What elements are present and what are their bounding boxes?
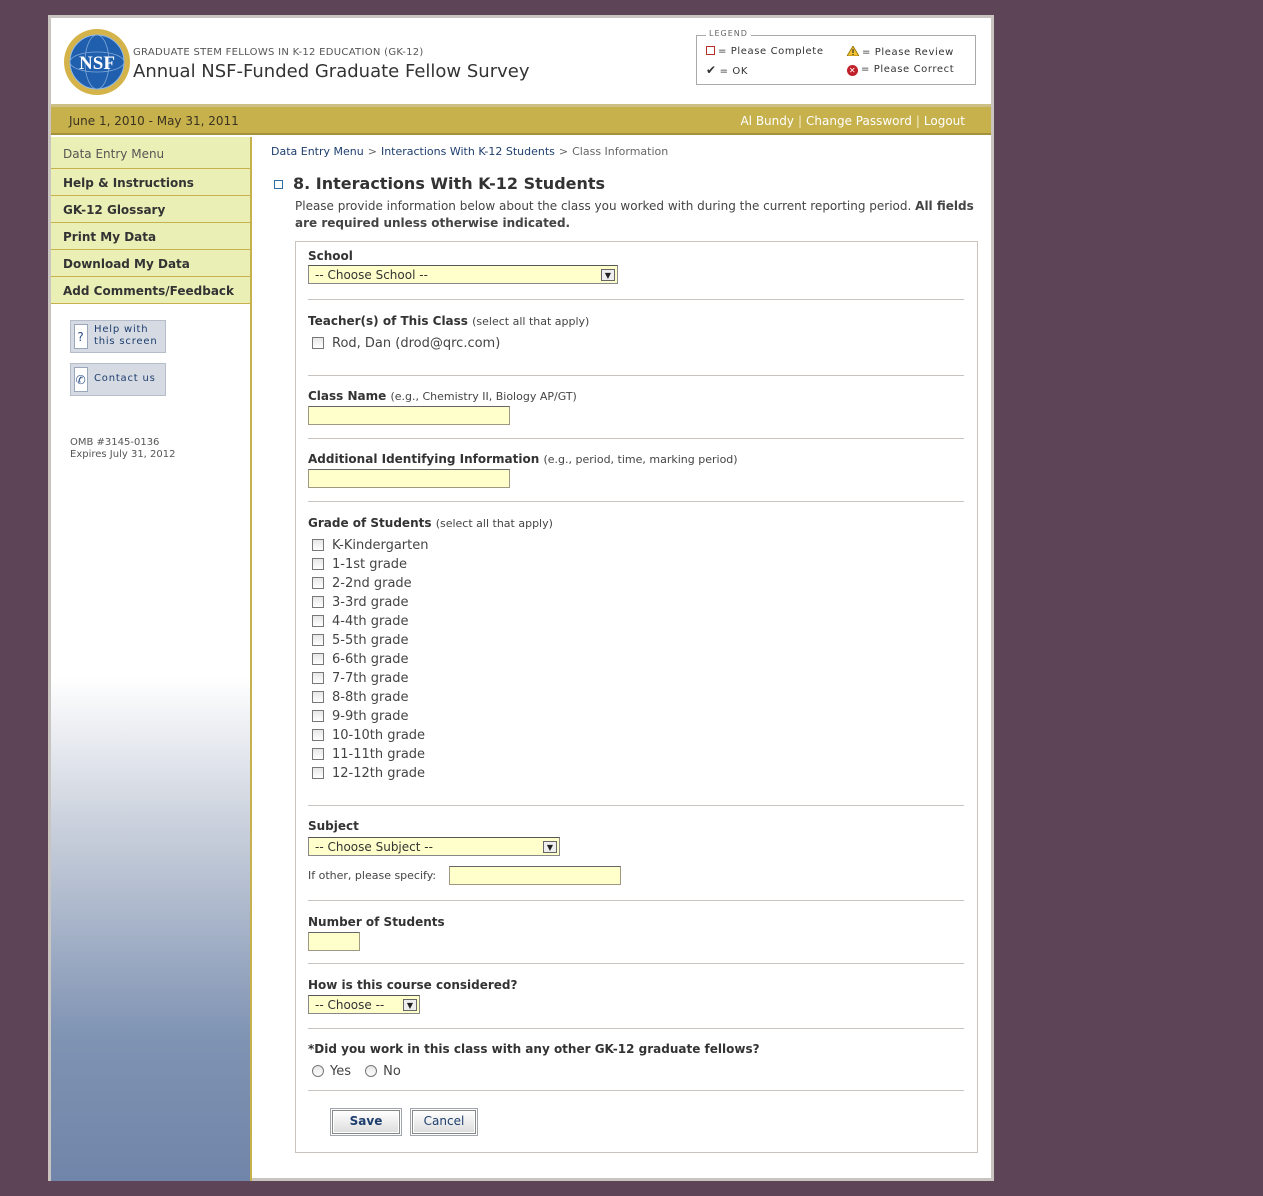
grade-option[interactable]: 3-3rd grade <box>308 594 964 613</box>
grade-option[interactable]: 2-2nd grade <box>308 575 964 594</box>
class-name-label: Class Name (e.g., Chemistry II, Biology AP/GT) <box>308 389 577 403</box>
sidebar-item-download[interactable]: Download My Data <box>51 250 250 277</box>
contact-us-button[interactable]: ✆ Contact us <box>70 363 166 396</box>
grade-option[interactable]: 7-7th grade <box>308 670 964 689</box>
section-status-box-icon <box>274 180 283 189</box>
chevron-down-icon: ▼ <box>601 269 615 281</box>
subject-label: Subject <box>308 819 359 833</box>
error-x-icon: ✕ <box>848 66 857 75</box>
other-fellows-field <box>308 1042 964 1079</box>
grade-checkbox[interactable] <box>312 653 324 665</box>
class-info-form <box>295 241 978 1153</box>
nsf-logo <box>63 28 131 96</box>
course-type-field <box>308 978 964 1014</box>
warning-icon <box>847 46 859 56</box>
teacher-checkbox[interactable] <box>312 337 324 349</box>
num-students-label: Number of Students <box>308 915 445 929</box>
grade-option[interactable]: 8-8th grade <box>308 689 964 708</box>
course-type-select[interactable]: -- Choose -- ▼ <box>308 995 420 1014</box>
grade-checkbox[interactable] <box>312 577 324 589</box>
teachers-label: Teacher(s) of This Class (select all that apply) <box>308 314 590 328</box>
subject-other-input[interactable] <box>449 866 621 885</box>
subject-other-row <box>308 866 964 885</box>
other-fellows-options <box>308 1064 964 1079</box>
check-icon: ✔ <box>706 63 717 77</box>
legend-title: LEGEND <box>706 29 751 38</box>
site-title: Annual NSF-Funded Graduate Fellow Survey <box>133 61 530 82</box>
divider <box>308 1028 964 1029</box>
divider <box>308 805 964 806</box>
header <box>51 18 991 104</box>
grade-option[interactable]: 5-5th grade <box>308 632 964 651</box>
grade-checkbox[interactable] <box>312 691 324 703</box>
grade-option[interactable]: 9-9th grade <box>308 708 964 727</box>
breadcrumb-data-entry-menu[interactable]: Data Entry Menu <box>271 145 364 158</box>
logout-link[interactable]: Logout <box>923 114 965 128</box>
breadcrumb-interactions[interactable]: Interactions With K-12 Students <box>380 145 555 158</box>
no-option[interactable]: No <box>365 1064 401 1079</box>
additional-info-field <box>308 452 964 488</box>
yes-option[interactable]: Yes <box>312 1064 351 1079</box>
breadcrumb: Data Entry Menu > Interactions With K-12 Students > Class Information <box>271 145 669 158</box>
chevron-down-icon: ▼ <box>403 999 417 1011</box>
grades-label: Grade of Students (select all that apply) <box>308 516 553 530</box>
grade-option[interactable]: 11-11th grade <box>308 746 964 765</box>
grade-option[interactable]: 10-10th grade <box>308 727 964 746</box>
grade-checkbox[interactable] <box>312 748 324 760</box>
page-title: 8. Interactions With K-12 Students <box>293 174 606 193</box>
grade-checkbox[interactable] <box>312 615 324 627</box>
breadcrumb-current: Class Information <box>572 145 669 158</box>
omb-info <box>70 437 176 461</box>
cancel-button[interactable]: Cancel <box>412 1110 476 1134</box>
top-bar <box>51 107 991 135</box>
incomplete-box-icon <box>706 46 715 55</box>
divider <box>308 299 964 300</box>
grade-option[interactable]: K-Kindergarten <box>308 537 964 556</box>
grade-checkbox[interactable] <box>312 767 324 779</box>
course-type-label: How is this course considered? <box>308 978 518 992</box>
num-students-input[interactable] <box>308 932 360 951</box>
grade-checkbox[interactable] <box>312 634 324 646</box>
section-intro: Please provide information below about the class you worked with during the current reporting period. All fields are required unless otherwise indicated. <box>295 199 974 230</box>
divider <box>308 963 964 964</box>
grade-checkbox[interactable] <box>312 596 324 608</box>
grade-checkbox[interactable] <box>312 672 324 684</box>
subject-field <box>308 819 964 885</box>
sidebar-menu-title: Data Entry Menu <box>51 137 250 169</box>
yes-radio[interactable] <box>312 1065 324 1077</box>
legend-ok: ✔ = OK <box>706 63 749 77</box>
logo-text: NSF <box>79 53 115 74</box>
additional-info-input[interactable] <box>308 469 510 488</box>
grades-field <box>308 516 964 784</box>
grade-option[interactable]: 12-12th grade <box>308 765 964 784</box>
grade-checkbox[interactable] <box>312 539 324 551</box>
class-name-input[interactable] <box>308 406 510 425</box>
divider <box>308 900 964 901</box>
legend-review: = Please Review <box>847 46 954 58</box>
other-fellows-label: *Did you work in this class with any other GK-12 graduate fellows? <box>308 1042 760 1056</box>
grade-option[interactable]: 4-4th grade <box>308 613 964 632</box>
divider <box>308 438 964 439</box>
legend-complete: = Please Complete <box>706 46 824 57</box>
legend <box>696 29 976 85</box>
user-nav: Al Bundy | Change Password | Logout <box>740 114 965 128</box>
additional-info-label: Additional Identifying Information (e.g., period, time, marking period) <box>308 452 738 466</box>
help-with-screen-button[interactable]: ? Help with this screen <box>70 320 166 353</box>
no-radio[interactable] <box>365 1065 377 1077</box>
divider <box>308 375 964 376</box>
teacher-option[interactable]: Rod, Dan (drod@qrc.com) <box>308 335 964 354</box>
grade-checkbox[interactable] <box>312 710 324 722</box>
grade-option[interactable]: 1-1st grade <box>308 556 964 575</box>
class-name-field <box>308 389 964 425</box>
sidebar-item-glossary[interactable]: GK-12 Glossary <box>51 196 250 223</box>
site-subtitle: GRADUATE STEM FELLOWS IN K-12 EDUCATION (GK-12) <box>133 47 424 58</box>
save-button[interactable]: Save <box>332 1110 400 1134</box>
chevron-down-icon: ▼ <box>543 841 557 853</box>
school-select[interactable]: -- Choose School -- ▼ <box>308 265 618 284</box>
grade-checkbox[interactable] <box>312 558 324 570</box>
subject-select[interactable]: -- Choose Subject -- ▼ <box>308 837 560 856</box>
school-field <box>308 249 964 284</box>
sidebar-item-print[interactable]: Print My Data <box>51 223 250 250</box>
change-password-link[interactable]: Change Password <box>806 114 912 128</box>
grade-checkbox[interactable] <box>312 729 324 741</box>
sidebar-item-help[interactable]: Help & Instructions <box>51 169 250 196</box>
main-content <box>254 137 991 1181</box>
grades-list <box>308 537 964 784</box>
divider <box>308 501 964 502</box>
grade-option[interactable]: 6-6th grade <box>308 651 964 670</box>
divider <box>308 1090 964 1091</box>
omb-number: OMB #3145-0136 <box>70 437 160 448</box>
help-question-icon: ? <box>74 324 88 349</box>
phone-icon: ✆ <box>74 367 88 392</box>
teachers-field <box>308 314 964 354</box>
num-students-field <box>308 915 964 951</box>
reporting-period: June 1, 2010 - May 31, 2011 <box>69 114 239 128</box>
page-frame <box>48 15 994 1181</box>
school-label: School <box>308 249 353 263</box>
sidebar <box>51 137 252 1181</box>
sidebar-item-comments[interactable]: Add Comments/Feedback <box>51 277 250 304</box>
subject-other-label: If other, please specify: <box>308 869 437 882</box>
legend-correct: ✕ = Please Correct <box>848 64 955 75</box>
user-name-link[interactable]: Al Bundy <box>740 114 794 128</box>
omb-expiry: Expires July 31, 2012 <box>70 449 176 460</box>
